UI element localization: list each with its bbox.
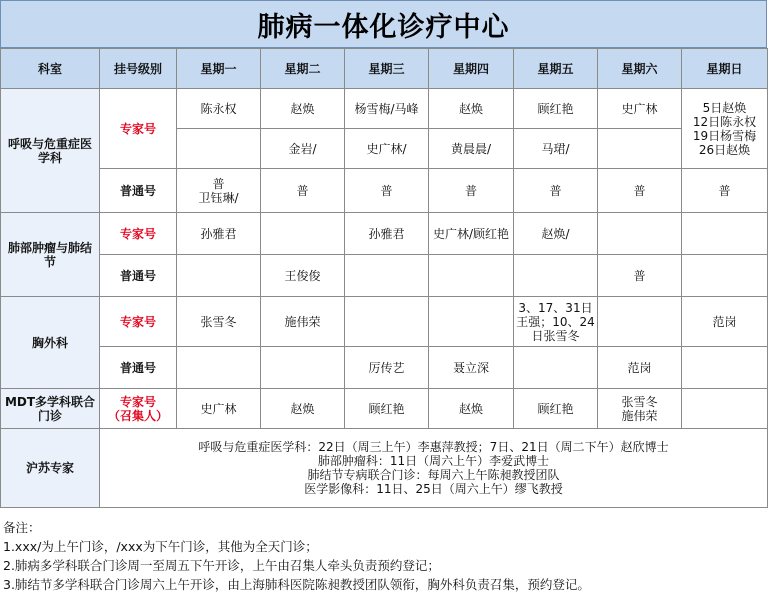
header-day: 星期四 [429, 49, 514, 89]
schedule-cell: 陈永权 [177, 89, 261, 129]
schedule-cell: 张雪冬 [177, 297, 261, 347]
header-dept: 科室 [1, 49, 100, 89]
schedule-cell: 张雪冬 施伟荣 [598, 389, 682, 429]
schedule-cell: 顾红艳 [514, 389, 598, 429]
schedule-cell: 普 [345, 169, 429, 213]
header-day: 星期五 [514, 49, 598, 89]
normal-label: 普通号 [100, 347, 177, 389]
schedule-cell: 孙雅君 [345, 213, 429, 255]
husu-line: 肺结节专病联合门诊：每周六上午陈昶教授团队 [307, 468, 560, 482]
schedule-cell [429, 255, 514, 297]
schedule-cell: 普 [682, 169, 768, 213]
dept-thoracic: 胸外科 [1, 297, 100, 389]
schedule-cell: 史广林/顾红艳 [429, 213, 514, 255]
schedule-cell [177, 347, 261, 389]
schedule-cell [682, 213, 768, 255]
expert-label: 专家号 [100, 89, 177, 169]
schedule-cell [682, 389, 768, 429]
table-row [1, 213, 768, 255]
schedule-cell: 普 [598, 255, 682, 297]
schedule-table [0, 48, 768, 508]
schedule-cell: 赵焕 [261, 89, 345, 129]
schedule-cell [682, 255, 768, 297]
schedule-cell: 赵焕 [429, 89, 514, 129]
schedule-cell: 厉传艺 [345, 347, 429, 389]
schedule-cell: 聂立深 [429, 347, 514, 389]
schedule-cell [177, 129, 261, 169]
sunday-cell: 5日赵焕 12日陈永权 19日杨雪梅 26日赵焕 [682, 89, 768, 169]
dept-tumor: 肺部肿瘤与肺结节 [1, 213, 100, 297]
table-row [1, 255, 768, 297]
schedule-cell: 顾红艳 [514, 89, 598, 129]
husu-notes [100, 429, 768, 508]
schedule-cell: 史广林/ [345, 129, 429, 169]
schedule-cell [261, 213, 345, 255]
schedule-cell [682, 347, 768, 389]
schedule-cell: 范岗 [682, 297, 768, 347]
page-title: 肺病一体化诊疗中心 [0, 0, 767, 48]
schedule-cell: 史广林 [177, 389, 261, 429]
header-row [1, 49, 768, 89]
schedule-cell [514, 347, 598, 389]
remarks-line: 3.肺结节多学科联合门诊周六上午开诊，由上海肺科医院陈昶教授团队领衔，胸外科负责召集，预约登记。 [3, 577, 590, 592]
dept-mdt: MDT多学科联合门诊 [1, 389, 100, 429]
schedule-cell: 普 [261, 169, 345, 213]
table-row [1, 429, 768, 508]
husu-line: 肺部肿瘤科：11日（周六上午）李爱武博士 [317, 454, 550, 468]
schedule-cell [345, 297, 429, 347]
header-type: 挂号级别 [100, 49, 177, 89]
schedule-cell: 普 [429, 169, 514, 213]
mdt-label: 专家号 （召集人） [100, 389, 177, 429]
header-day: 星期六 [598, 49, 682, 89]
table-row [1, 389, 768, 429]
remarks [3, 518, 590, 594]
schedule-cell: 杨雪梅/马峰 [345, 89, 429, 129]
expert-label: 专家号 [100, 213, 177, 255]
table-row [1, 347, 768, 389]
schedule-cell: 普 [598, 169, 682, 213]
expert-label: 专家号 [100, 297, 177, 347]
schedule-cell [598, 129, 682, 169]
table-row [1, 169, 768, 213]
schedule-cell: 黄晨晨/ [429, 129, 514, 169]
table-row [1, 297, 768, 347]
schedule-cell: 范岗 [598, 347, 682, 389]
header-day: 星期一 [177, 49, 261, 89]
schedule-cell: 王俊俊 [261, 255, 345, 297]
schedule-cell [598, 213, 682, 255]
schedule-cell: 金岩/ [261, 129, 345, 169]
schedule-cell: 普 卫钰琳/ [177, 169, 261, 213]
remarks-line: 1.xxx/为上午门诊，/xxx为下午门诊，其他为全天门诊； [3, 539, 318, 554]
header-day: 星期二 [261, 49, 345, 89]
header-day: 星期三 [345, 49, 429, 89]
schedule-cell: 施伟荣 [261, 297, 345, 347]
dept-resp: 呼吸与危重症医学科 [1, 89, 100, 213]
schedule-cell: 马珺/ [514, 129, 598, 169]
schedule-cell: 赵焕/ [514, 213, 598, 255]
schedule-cell [429, 297, 514, 347]
schedule-cell: 普 [514, 169, 598, 213]
schedule-cell [261, 347, 345, 389]
normal-label: 普通号 [100, 255, 177, 297]
schedule-cell [514, 255, 598, 297]
header-day: 星期日 [682, 49, 768, 89]
dept-husu: 沪苏专家 [1, 429, 100, 508]
husu-line: 呼吸与危重症医学科：22日（周三上午）李惠萍教授；7日、21日（周二下午）赵欣博士 [198, 440, 669, 454]
schedule-cell [177, 255, 261, 297]
schedule-cell: 赵焕 [261, 389, 345, 429]
schedule-cell [345, 255, 429, 297]
normal-label: 普通号 [100, 169, 177, 213]
schedule-cell: 3、17、31日王强；10、24日张雪冬 [514, 297, 598, 347]
schedule-cell: 赵焕 [429, 389, 514, 429]
schedule-cell: 顾红艳 [345, 389, 429, 429]
schedule-cell: 孙雅君 [177, 213, 261, 255]
remarks-heading: 备注： [3, 520, 41, 535]
schedule-cell: 史广林 [598, 89, 682, 129]
schedule-cell [598, 297, 682, 347]
table-row [1, 89, 768, 129]
remarks-line: 2.肺病多学科联合门诊周一至周五下午开诊，上午由召集人牵头负责预约登记； [3, 558, 440, 573]
husu-line: 医学影像科：11日、25日（周六上午）缪飞教授 [304, 482, 563, 496]
